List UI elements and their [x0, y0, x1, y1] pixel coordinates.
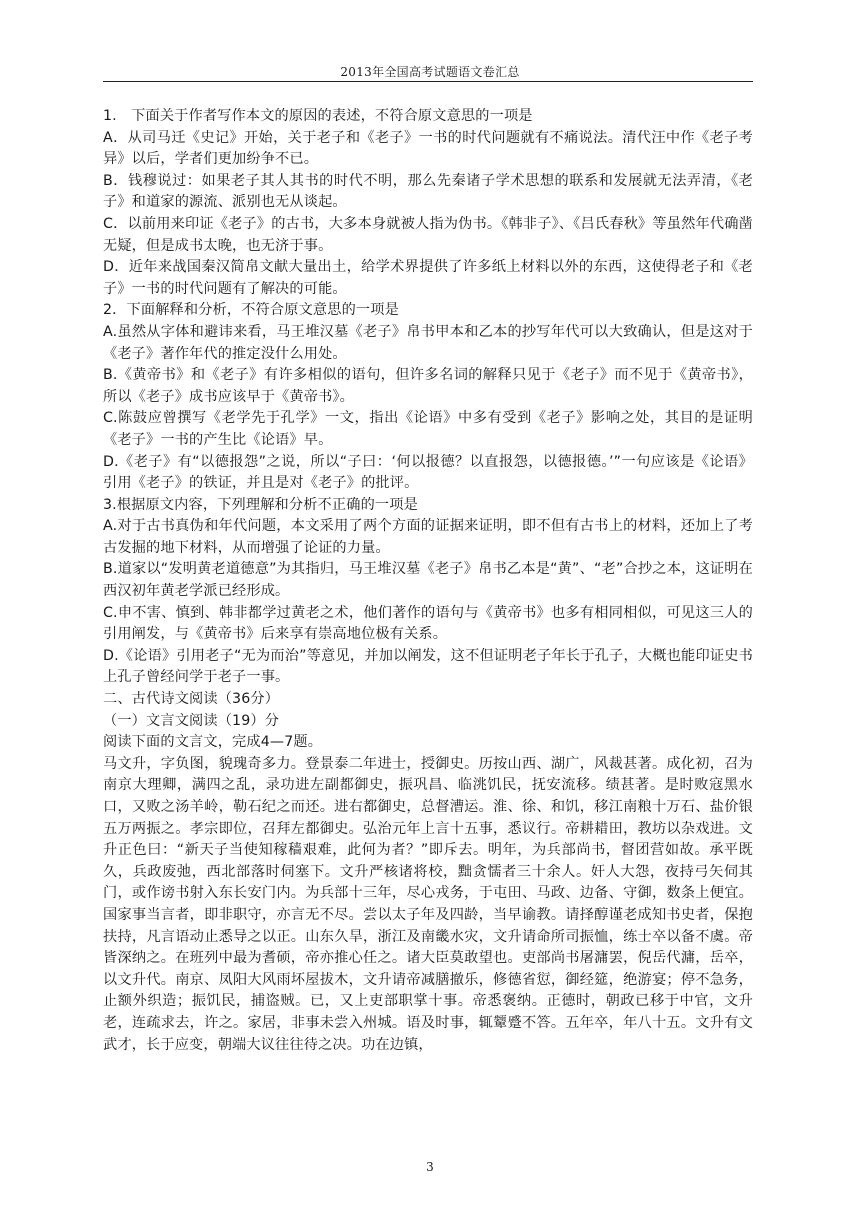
- question-3-option-d: D.《论语》引用老子“无为而治”等意见，并加以阐发，这不但证明老子年长于孔子，大概也能印证史书上孔子曾经问学于老子一事。: [103, 647, 753, 686]
- question-1-stem: 1. 下面关于作者写作本文的原因的表述，不符合原文意思的一项是: [103, 108, 533, 124]
- question-1-option-c: C．以前用来印证《老子》的古书，大多本身就被人指为伪书。《韩非子》、《吕氏春秋》等虽然年代确凿无疑，但是成书太晚，也无济于事。: [103, 215, 753, 254]
- page-number: 3: [426, 1160, 434, 1174]
- reading-instruction: 阅读下面的文言文，完成4—7题。: [103, 734, 323, 751]
- question-2-option-b: B.《黄帝书》和《老子》有许多相似的语句，但许多名词的解释只见于《老子》而不见于《黄帝书》，所以《老子》成书应该早于《黄帝书》。: [103, 367, 753, 405]
- question-3-option-c: C.申不害、慎到、韩非都学过黄老之术，他们著作的语句与《黄帝书》也多有相同相似，可见这三人的引用阐发，与《黄帝书》后来享有崇高地位极有关系。: [103, 604, 753, 643]
- document-body: [103, 106, 753, 1056]
- question-2-option-c: C.陈鼓应曾撰写《老学先于孔学》一文，指出《论语》中多有受到《老子》影响之处，其目的是证明《老子》一书的产生比《论语》早。: [103, 410, 753, 448]
- classical-passage: 马文升，字负图，貌瑰奇多力。登景泰二年进士，授御史。历按山西、湖广，风裁甚著。成化初，召为南京大理卿，满四之乱，录功进左副都御史，振巩昌、临洮饥民，抚安流移。绩甚著。是时败寇黑水口，又败之汤羊岭，勒石纪之而还。进右都御史，总督漕运。淮、徐、和饥，移江南粮十万石、盐价银五万两振之。孝宗即位，召拜左都御史。弘治元年上言十五事，悉议行。帝耕耤田，教坊以杂戏进。文升正色曰：“新天子当使知稼穑艰难，此何为者？”即斥去。明年，为兵部尚书，督团营如故。承平既久，兵政废弛，西北部落时伺塞下。文升严核诸将校，黜贪懦者三十余人。奸人大怨，夜持弓矢伺其门，或作谤书射入东长安门内。为兵部十三年，尽心戎务，于屯田、马政、边备、守御，数条上便宜。国家事当言者，即非职守，亦言无不尽。尝以太子年及四龄，当早谕教。请择醇谨老成知书史者，保抱扶持，凡言语动止悉导之以正。山东久旱，浙江及南畿水灾，文升请命所司振恤，练士卒以备不虞。帝皆深纳之。在班列中最为耆硕，帝亦推心任之。诸大臣莫敢望也。吏部尚书屠滽罢，倪岳代滽，岳卒，以文升代。南京、凤阳大风雨坏屋拔木，文升请帝减膳撤乐，修德省愆，御经筵，绝游宴；停不急务，止额外织造；振饥民，捕盗贼。已，又上吏部职掌十事。帝悉褒纳。正德时，朝政已移于中官，文升老，连疏求去，许之。家居，非事未尝入州城。语及时事，辄颦蹙不答。五年卒，年八十五。文升有文武才，长于应变，朝端大议往往待之决。功在边镇，: [103, 755, 753, 1053]
- section-heading: 二、古代诗文阅读（36分）: [103, 691, 280, 708]
- header-divider: [103, 81, 753, 82]
- page-header-title: 2013年全国高考试题语文卷汇总: [340, 65, 520, 79]
- question-2-stem: 2．下面解释和分析，不符合原文意思的一项是: [103, 302, 399, 319]
- question-1-option-a: A．从司马迁《史记》开始，关于老子和《老子》一书的时代问题就有不痛说法。清代汪中作《老子考异》以后，学者们更加纷争不已。: [103, 129, 753, 168]
- question-3-stem: 3.根据原文内容，下列理解和分析不正确的一项是: [103, 496, 418, 513]
- question-3-option-b: B.道家以“发明黄老道德意”为其指归，马王堆汉墓《老子》帛书乙本是“黄”、“老”合抄之本，这证明在西汉初年黄老学派已经形成。: [103, 561, 753, 600]
- question-2-option-a: A.虽然从字体和避讳来看，马王堆汉墓《老子》帛书甲本和乙本的抄写年代可以大致确认，但是这对于《老子》著作年代的推定没什么用处。: [103, 323, 753, 362]
- subsection-heading: （一）文言文阅读（19）分: [103, 712, 280, 729]
- question-3-option-a: A.对于古书真伪和年代问题，本文采用了两个方面的证据来证明，即不但有古书上的材料，还加上了考古发掘的地下材料，从而增强了论证的力量。: [103, 518, 753, 556]
- question-1-option-b: B．钱穆说过：如果老子其人其书的时代不明，那么先秦诸子学术思想的联系和发展就无法弄清，《老子》和道家的源流、派别也无从谈起。: [103, 172, 753, 211]
- question-1-option-d: D．近年来战国秦汉简帛文献大量出土，给学术界提供了许多纸上材料以外的东西，这使得老子和《老子》一书的时代问题有了解决的可能。: [103, 259, 753, 297]
- question-2-option-d: D.《老子》有“以德报怨”之说，所以“子曰：‘何以报德？以直报怨，以德报德。’”一句应该是《论语》引用《老子》的铁证，并且是对《老子》的批评。: [103, 453, 753, 492]
